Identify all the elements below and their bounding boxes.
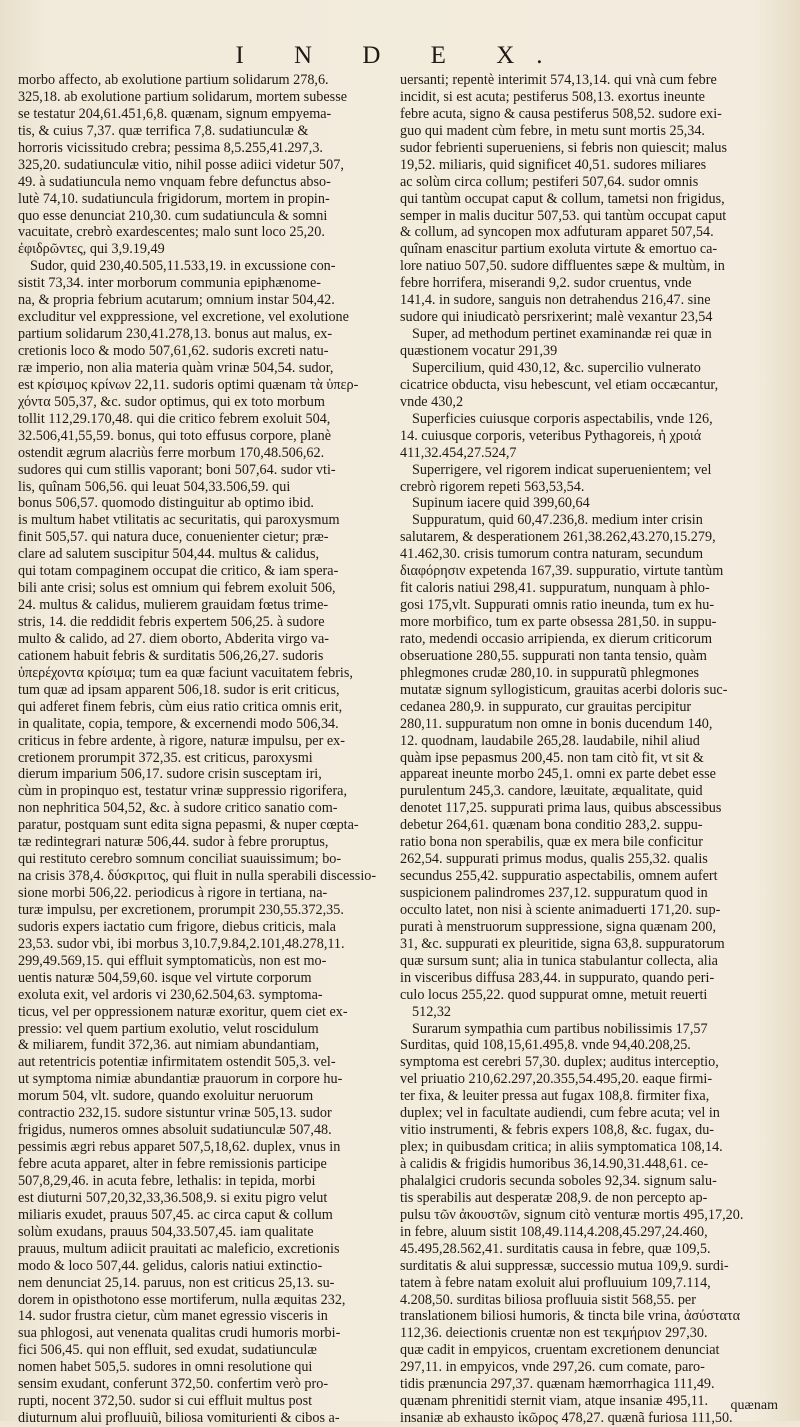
- index-line: translationem biliosi humoris, & tincta bile vrina, ἀσύστατα: [400, 1308, 741, 1325]
- index-line: à calidis & frigidis humoribus 36,14.90,31.448,61. ce-: [400, 1156, 709, 1172]
- index-line: purulentum 245,3. candore, læuitate, æqualitate, quid: [400, 783, 703, 800]
- index-line: ter fixa, & leuiter pressa aut fugax 108,8. firmiter fixa,: [400, 1088, 710, 1105]
- index-line: tis, & cuius 7,37. quæ terrifica 7,8. sudatiunculæ &: [18, 122, 309, 139]
- index-line: uentis naturæ 504,59,60. isque vel virtute corporum: [18, 969, 312, 986]
- index-line: dierum imparium 506,17. sudore crisin susceptam iri,: [18, 766, 322, 783]
- index-line: prauus, multum adiicit prauitati ac maleficio, excretionis: [18, 1240, 340, 1257]
- index-line: se testatur 204,61.451,6,8. quænam, signum empyema-: [18, 105, 332, 122]
- index-line: plex; in quibusdam critica; in aliis symptomatica 108,14.: [400, 1139, 723, 1156]
- index-line: 49. à sudatiuncula nemo vnquam febre defunctus abso-: [18, 173, 331, 190]
- index-line: 411,32.454,27.524,7: [400, 444, 517, 461]
- index-line: est diuturni 507,20,32,33,36.508,9. si exitu pigro velut: [18, 1189, 328, 1206]
- index-line: is multum habet vtilitatis ac securitatis, qui paroxysmum: [18, 512, 340, 529]
- index-line: febre acuta apparet, alter in febre remissionis participe: [18, 1156, 327, 1172]
- index-line: fit caloris natiui 298,41. suppuratum, nunquam à phlo-: [400, 580, 710, 597]
- index-line: fici 506,45. qui non effluit, sed exudat, sudatiunculæ: [18, 1342, 317, 1359]
- index-line: suspicionem palindromes 237,12. suppuratum quod in: [400, 885, 708, 901]
- index-line: 507,8,29,46. in acuta febre, lethalis: in tepida, morbi: [18, 1172, 316, 1189]
- index-line: 12. quodnam, laudabile 265,28. laudabile, nihil aliud: [400, 732, 700, 749]
- index-line: quînam enascitur partium exoluta virtute & emortuo ca-: [400, 241, 718, 258]
- catchword: quænam: [730, 1398, 778, 1413]
- index-line: appareat ineunte morbo 245,1. omni ex parte debet esse: [400, 766, 716, 783]
- index-line: in febre, aluum sistit 108,49.114,4.208,45.297,24.460,: [400, 1223, 708, 1240]
- index-line: ratio bona non sperabilis, quæ ex mera bile conficitur: [400, 834, 703, 851]
- index-line: ac solùm circa collum; pestiferi 507,64. sudor omnis: [400, 173, 699, 190]
- index-line: febre acuta, signo & causa pestiferus 508,52. sudore exi-: [400, 105, 722, 122]
- index-line: denotet 117,25. suppurati prima laus, quibus abscessibus: [400, 800, 722, 817]
- index-line: ticus, vel per oppressionem naturæ exoritur, quem ciet ex-: [18, 1003, 348, 1020]
- index-line: 24. multus & calidus, mulierem grauidam fœtus trime-: [18, 597, 329, 614]
- index-line: morbo affecto, ab exolutione partium solidarum 278,6.: [18, 72, 329, 88]
- index-line: culo locus 255,22. quod suppurat omne, metuit reuerti: [400, 986, 708, 1003]
- index-line: in qualitate, copia, tempore, & excernendi modo 506,34.: [18, 715, 339, 732]
- index-line: 297,11. in empyicos, vnde 297,26. cum comate, paro-: [400, 1359, 705, 1376]
- index-line: Sudor, quid 230,40.505,11.533,19. in excussione con-: [30, 258, 336, 275]
- index-line: cretionis loco & modo 507,61,62. sudoris excreti natu-: [18, 343, 329, 359]
- index-line: ræ imperio, non alia materia quàm vrinæ 504,54. sudor,: [18, 359, 334, 376]
- index-line: Superficies cuiusque corporis aspectabilis, vnde 126,: [412, 410, 713, 427]
- index-line: salutarem, & desperationem 261,38.262,43.270,15.279,: [400, 529, 716, 546]
- index-line: qui totam compaginem occupat die critico, & iam spera-: [18, 563, 339, 580]
- index-line: sudor febrienti superueniens, si febris non quiescit; malus: [400, 139, 728, 156]
- index-line: ἐφιδρῶντες, qui 3,9.19,49: [18, 241, 165, 258]
- index-line: exoluta exit, vel ardoris vi 230,62.504,63. symptoma-: [18, 986, 323, 1003]
- page-header: I N D E X.: [235, 42, 565, 69]
- index-line: 112,36. deiectionis cruentæ non est τεκμήριον 297,30.: [400, 1325, 708, 1342]
- index-line: Surditas, quid 108,15,61.495,8. vnde 94,40.208,25.: [400, 1037, 691, 1054]
- index-line: insaniæ ab exhausto ἰκῶρος 478,27. quænã furiosa 111,50.: [400, 1410, 733, 1427]
- index-line: Superrigere, vel rigorem indicat superuenientem; vel: [412, 461, 712, 478]
- index-line: symptoma est cerebri 57,30. duplex; auditus interceptio,: [400, 1054, 719, 1071]
- index-line: semper in malis ducitur 507,53. qui tantùm occupat caput: [400, 207, 727, 224]
- index-line: nem denunciat 25,14. paruus, non est criticus 25,13. su-: [18, 1274, 335, 1291]
- index-line: paratur, postquam sunt edita signa pepasmi, & nuper cœpta-: [18, 817, 359, 834]
- left-column: [18, 72, 380, 1427]
- index-line: surditatis & alui suppressæ, successio mutua 109,9. surdi-: [400, 1257, 729, 1274]
- index-line: uersanti; repentè interimit 574,13,14. qui vnà cum febre: [400, 72, 717, 88]
- index-line: dorem in opisthotono esse mortiferum, nulla æquitas 232,: [18, 1291, 346, 1308]
- index-line: sua phlogosi, aut venenata qualitas crudi humoris morbi-: [18, 1325, 341, 1342]
- index-line: excluditur vel exppressione, vel excretione, vel exolutione: [18, 309, 349, 326]
- index-line: 4.208,50. surditas biliosa profluuia sistit 568,55. per: [400, 1291, 696, 1308]
- index-line: sudoris expers iactatio cum frigore, diebus criticis, mala: [18, 918, 336, 935]
- index-line: quàm ipse pepasmus 200,45. non tam citò fit, vt sit &: [400, 749, 704, 766]
- index-line: tæ redintegrari naturæ 506,44. sudor à febre proruptus,: [18, 834, 329, 851]
- index-line: phlegmones crudæ 280,10. in suppuratũ phlegmones: [400, 664, 700, 681]
- index-line: partium solidarum 230,41.278,13. bonus aut malus, ex-: [18, 326, 333, 343]
- index-line: mutatæ signum syllogisticum, grauitas acerbi doloris suc-: [400, 681, 728, 698]
- index-line: lis, quînam 506,56. qui leuat 504,33.506,59. qui: [18, 478, 291, 495]
- index-line: cedanea 280,9. in suppurato, cur grauitas percipitur: [400, 698, 692, 715]
- index-line: phalalgici crudoris secunda soboles 92,34. signum salu-: [400, 1172, 717, 1189]
- index-line: tum quæ ad ipsam apparent 506,18. sudor is erit criticus,: [18, 681, 340, 698]
- index-line: vacuitate, crebrò exardescentes; malo sunt loco 25,20.: [18, 224, 325, 241]
- index-line: 19,52. miliaris, quid significet 40,51. sudores miliares: [400, 156, 707, 173]
- index-line: nomen habet 505,5. sudores in omni resolutione qui: [18, 1359, 313, 1376]
- index-line: rato, medendi occasio arripienda, ex dierum criticorum: [400, 630, 713, 647]
- index-line: pessimis ægri rebus apparet 507,5,18,62. duplex, vnus in: [18, 1139, 341, 1156]
- index-line: multo & calido, ad 27. diem oborto, Abderita virgo va-: [18, 630, 330, 647]
- index-line: quæstionem vocatur 291,39: [400, 343, 558, 359]
- index-line: contractio 232,15. sudore sistuntur vrinæ 505,13. sudor: [18, 1105, 332, 1122]
- index-line: 41.462,30. crisis tumorum contra naturam, secundum: [400, 546, 704, 563]
- index-line: & collum, ad syncopen mox adfuturam apparet 507,54.: [400, 224, 714, 241]
- index-line: sudore qui iniudicatò persrixerint; malè vexantur 23,54: [400, 309, 713, 326]
- index-line: 325,20. sudatiunculæ vitio, nihil posse adiici videtur 507,: [18, 156, 344, 173]
- index-line: 23,53. sudor vbi, ibi morbus 3,10.7,9.84,2.101,48.278,11.: [18, 935, 345, 952]
- index-line: diuturnum alui profluuiũ, biliosa vomiturienti & cibos a-: [18, 1410, 340, 1427]
- index-line: duplex; vel in facultate audiendi, cum febre acuta; vel in: [400, 1105, 720, 1122]
- index-line: sensim exudant, conferunt 372,50. confertim verò pro-: [18, 1376, 329, 1393]
- index-line: est κρίσιμος κρίνων 22,11. sudoris optimi quænam τὰ ὑπερ-: [18, 376, 359, 393]
- index-line: 32.506,41,55,59. bonus, qui toto effusus corpore, planè: [18, 427, 332, 444]
- index-line: quæ sursum sunt; alia in tunica stabulantur collecta, alia: [400, 952, 718, 969]
- index-line: vel priuatio 210,62.297,20.355,54.495,20. eaque firmi-: [400, 1071, 713, 1088]
- index-line: rupti, nocent 372,50. sudor si cui effluit multus post: [18, 1393, 313, 1410]
- index-line: secundus 255,42. suppuratio aspectabilis, omnem aufert: [400, 868, 718, 885]
- index-line: bili ante crisi; solus est omnium qui febrem exoluit 506,: [18, 580, 336, 597]
- index-line: quænam phrenitidi sternit viam, atque insaniæ 495,11.: [400, 1393, 709, 1410]
- index-line: na crisis 378,4. δύσκριτος, qui fluit in nulla sperabili discessio-: [18, 868, 377, 885]
- index-line: febre horrifera, miserandi 9,2. sudor cruentus, vnde: [400, 275, 692, 292]
- index-line: sistit 73,34. inter morborum communia epiphænome-: [18, 275, 322, 292]
- index-line: & miliarem, fundit 372,36. aut nimiam abundantiam,: [18, 1037, 320, 1054]
- index-line: tis sperabilis aut desperatæ 208,9. de non percepto ap-: [400, 1189, 708, 1206]
- index-line: debetur 264,61. quænam bona conditio 283,2. suppu-: [400, 817, 703, 834]
- index-line: miliaris exudet, prauus 507,45. ac circa caput & collum: [18, 1206, 333, 1223]
- index-line: crebrò rigorem repeti 563,53,54.: [400, 478, 585, 495]
- index-line: Super, ad methodum pertinet examinandæ rei quæ in: [412, 326, 712, 343]
- index-line: 512,32: [412, 1003, 452, 1020]
- index-line: ὑπερέχοντα κρίσιμα; tum ea quæ faciunt vacuitatem febris,: [18, 664, 353, 681]
- index-line: ostendit ægrum alacriùs ferre morbum 170,48.506,62.: [18, 444, 325, 461]
- index-line: more morbifico, tum ex parte obsessa 281,50. in suppu-: [400, 614, 717, 630]
- index-line: aut retentricis potentiæ infirmitatem ostendit 505,3. vel-: [18, 1054, 336, 1071]
- index-line: 262,54. suppurati primus modus, qualis 255,32. qualis: [400, 851, 708, 868]
- index-line: 325,18. ab exolutione partium solidarum, mortem subesse: [18, 88, 348, 105]
- index-line: 31, &c. suppurati ex pleuritide, signa 63,8. suppuratorum: [400, 935, 725, 952]
- index-line: qui adferet finem febris, cùm eius ratio critica omnis erit,: [18, 698, 343, 715]
- index-line: Suppuratum, quid 60,47.236,8. medium inter crisin: [412, 512, 703, 529]
- index-line: obseruatione 280,55. suppurati non tanta tensio, quàm: [400, 647, 707, 664]
- index-line: occulto latet, non nisi à sciente animaduerti 171,20. sup-: [400, 901, 721, 918]
- index-line: quæ cadit in empyicos, cruentam excretionem denunciat: [400, 1342, 720, 1359]
- index-line: 14. sudor frustra cietur, cùm manet egressio visceris in: [18, 1308, 328, 1325]
- index-line: ut symptoma nimiæ abundantiæ prauorum in corpore hu-: [18, 1071, 343, 1088]
- index-line: gosi 175,vlt. Suppurati omnis ratio ineunda, tum ex hu-: [400, 597, 715, 614]
- index-line: tidis prænuncia 297,37. quænam hæmorrhagica 111,49.: [400, 1376, 715, 1393]
- index-line: guo qui madent cùm febre, in metu sunt mortis 25,34.: [400, 122, 705, 139]
- index-line: 299,49.569,15. qui effluit symptomaticùs, non est mo-: [18, 952, 327, 969]
- index-line: 280,11. suppuratum non omne in bonis ducendum 140,: [400, 715, 713, 732]
- index-line: qui restituto cerebro somnum conciliat suauissimum; bo-: [18, 851, 342, 868]
- index-line: cretionem prorumpit 372,35. est criticus, paroxysmi: [18, 749, 313, 766]
- index-line: cùm in propinquo est, testatur vrinæ suppressio rigorifera,: [18, 783, 348, 800]
- index-line: 14. cuiusque corporis, veteribus Pythagoreis, ἡ χροιά: [400, 427, 702, 444]
- index-line: qui tantùm occupat caput & collum, tametsi non frigidus,: [400, 190, 725, 207]
- index-line: pulsu τῶν ἀκουστῶν, signum citò venturæ mortis 495,17,20.: [400, 1206, 744, 1223]
- index-line: Supinum iacere quid 399,60,64: [412, 495, 590, 512]
- index-line: solùm exudans, prauus 504,33.507,45. iam qualitate: [18, 1223, 314, 1240]
- index-line: clare ad salutem suscipitur 504,44. multus & calidus,: [18, 546, 320, 563]
- index-line: frigidus, numeros omnes absoluit sudatiunculæ 507,48.: [18, 1122, 332, 1139]
- index-line: cicatrice obducta, visu hebescunt, vel etiam occæcantur,: [400, 376, 719, 393]
- index-line: stris, 14. die reddidit febris expertem 506,25. à sudore: [18, 614, 325, 630]
- index-line: horroris vicissitudo crebra; pessima 8,5.255,41.297,3.: [18, 139, 323, 156]
- index-line: morum 504, vlt. sudore, quando exoluitur neruorum: [18, 1088, 314, 1105]
- index-line: χόντα 505,37, &c. sudor optimus, qui ex toto morbum: [18, 393, 325, 410]
- index-line: quo esse denunciat 210,30. cum sudatiuncula & somni: [18, 207, 328, 224]
- index-line: vitio instrumenti, & febris expers 108,8, &c. fugax, du-: [400, 1122, 715, 1139]
- index-line: διαφόρησιν expetenda 167,39. suppuratio, virtute tantùm: [400, 563, 724, 580]
- index-line: vnde 430,2: [400, 393, 464, 410]
- index-line: modo & loco 507,44. gelidus, caloris natiui extinctio-: [18, 1257, 323, 1274]
- index-line: incidit, si est acuta; pestiferus 508,13. exortus ineunte: [400, 88, 705, 105]
- index-line: bonus 506,57. quomodo distinguitur ab optimo ibid.: [18, 495, 314, 512]
- index-line: lore natiuo 507,50. sudore diffluentes sæpe & multùm, in: [400, 258, 725, 275]
- index-line: cationem habuit febris & surditatis 506,26,27. sudoris: [18, 647, 324, 664]
- right-column: [400, 72, 762, 1427]
- index-line: tollit 112,29.170,48. qui die critico febrem exoluit 504,: [18, 410, 331, 427]
- index-line: purati à menstruorum suppressione, signa quænam 200,: [400, 918, 717, 935]
- index-line: na, & propria febrium acutarum; omnium instar 504,42.: [18, 292, 335, 309]
- index-line: pressio: vel quem partium exolutio, velut roscidulum: [18, 1020, 319, 1037]
- index-line: tatem à febre natam exoluit alui profluuium 109,7.114,: [400, 1274, 711, 1291]
- index-line: finit 505,57. qui natura duce, conuenienter cietur; præ-: [18, 529, 329, 546]
- index-line: lutè 74,10. sudatiuncula frigidorum, mortem in propin-: [18, 190, 330, 207]
- index-line: sione morbi 506,22. periodicus à rigore in tertiana, na-: [18, 885, 328, 901]
- index-line: criticus in febre ardente, à rigore, naturæ impulsu, per ex-: [18, 732, 345, 749]
- index-line: Surarum sympathia cum partibus nobilissimis 17,57: [412, 1020, 708, 1037]
- index-line: sudores qui cum stillis vaporant; boni 507,64. sudor vti-: [18, 461, 336, 478]
- index-line: Supercilium, quid 430,12, &c. supercilio vulnerato: [412, 359, 701, 376]
- index-line: non nephritica 504,52, &c. à sudore critico sanatio com-: [18, 800, 338, 817]
- index-line: turæ impulsu, per excretionem, prorumpit 230,55.372,35.: [18, 901, 344, 918]
- index-line: 45.495,28.562,41. surditatis causa in febre, quæ 109,5.: [400, 1240, 711, 1257]
- index-line: 141,4. in sudore, sanguis non detrahendus 216,47. sine: [400, 292, 711, 309]
- index-line: in visceribus diffusa 283,44. in suppurato, quando peri-: [400, 969, 715, 986]
